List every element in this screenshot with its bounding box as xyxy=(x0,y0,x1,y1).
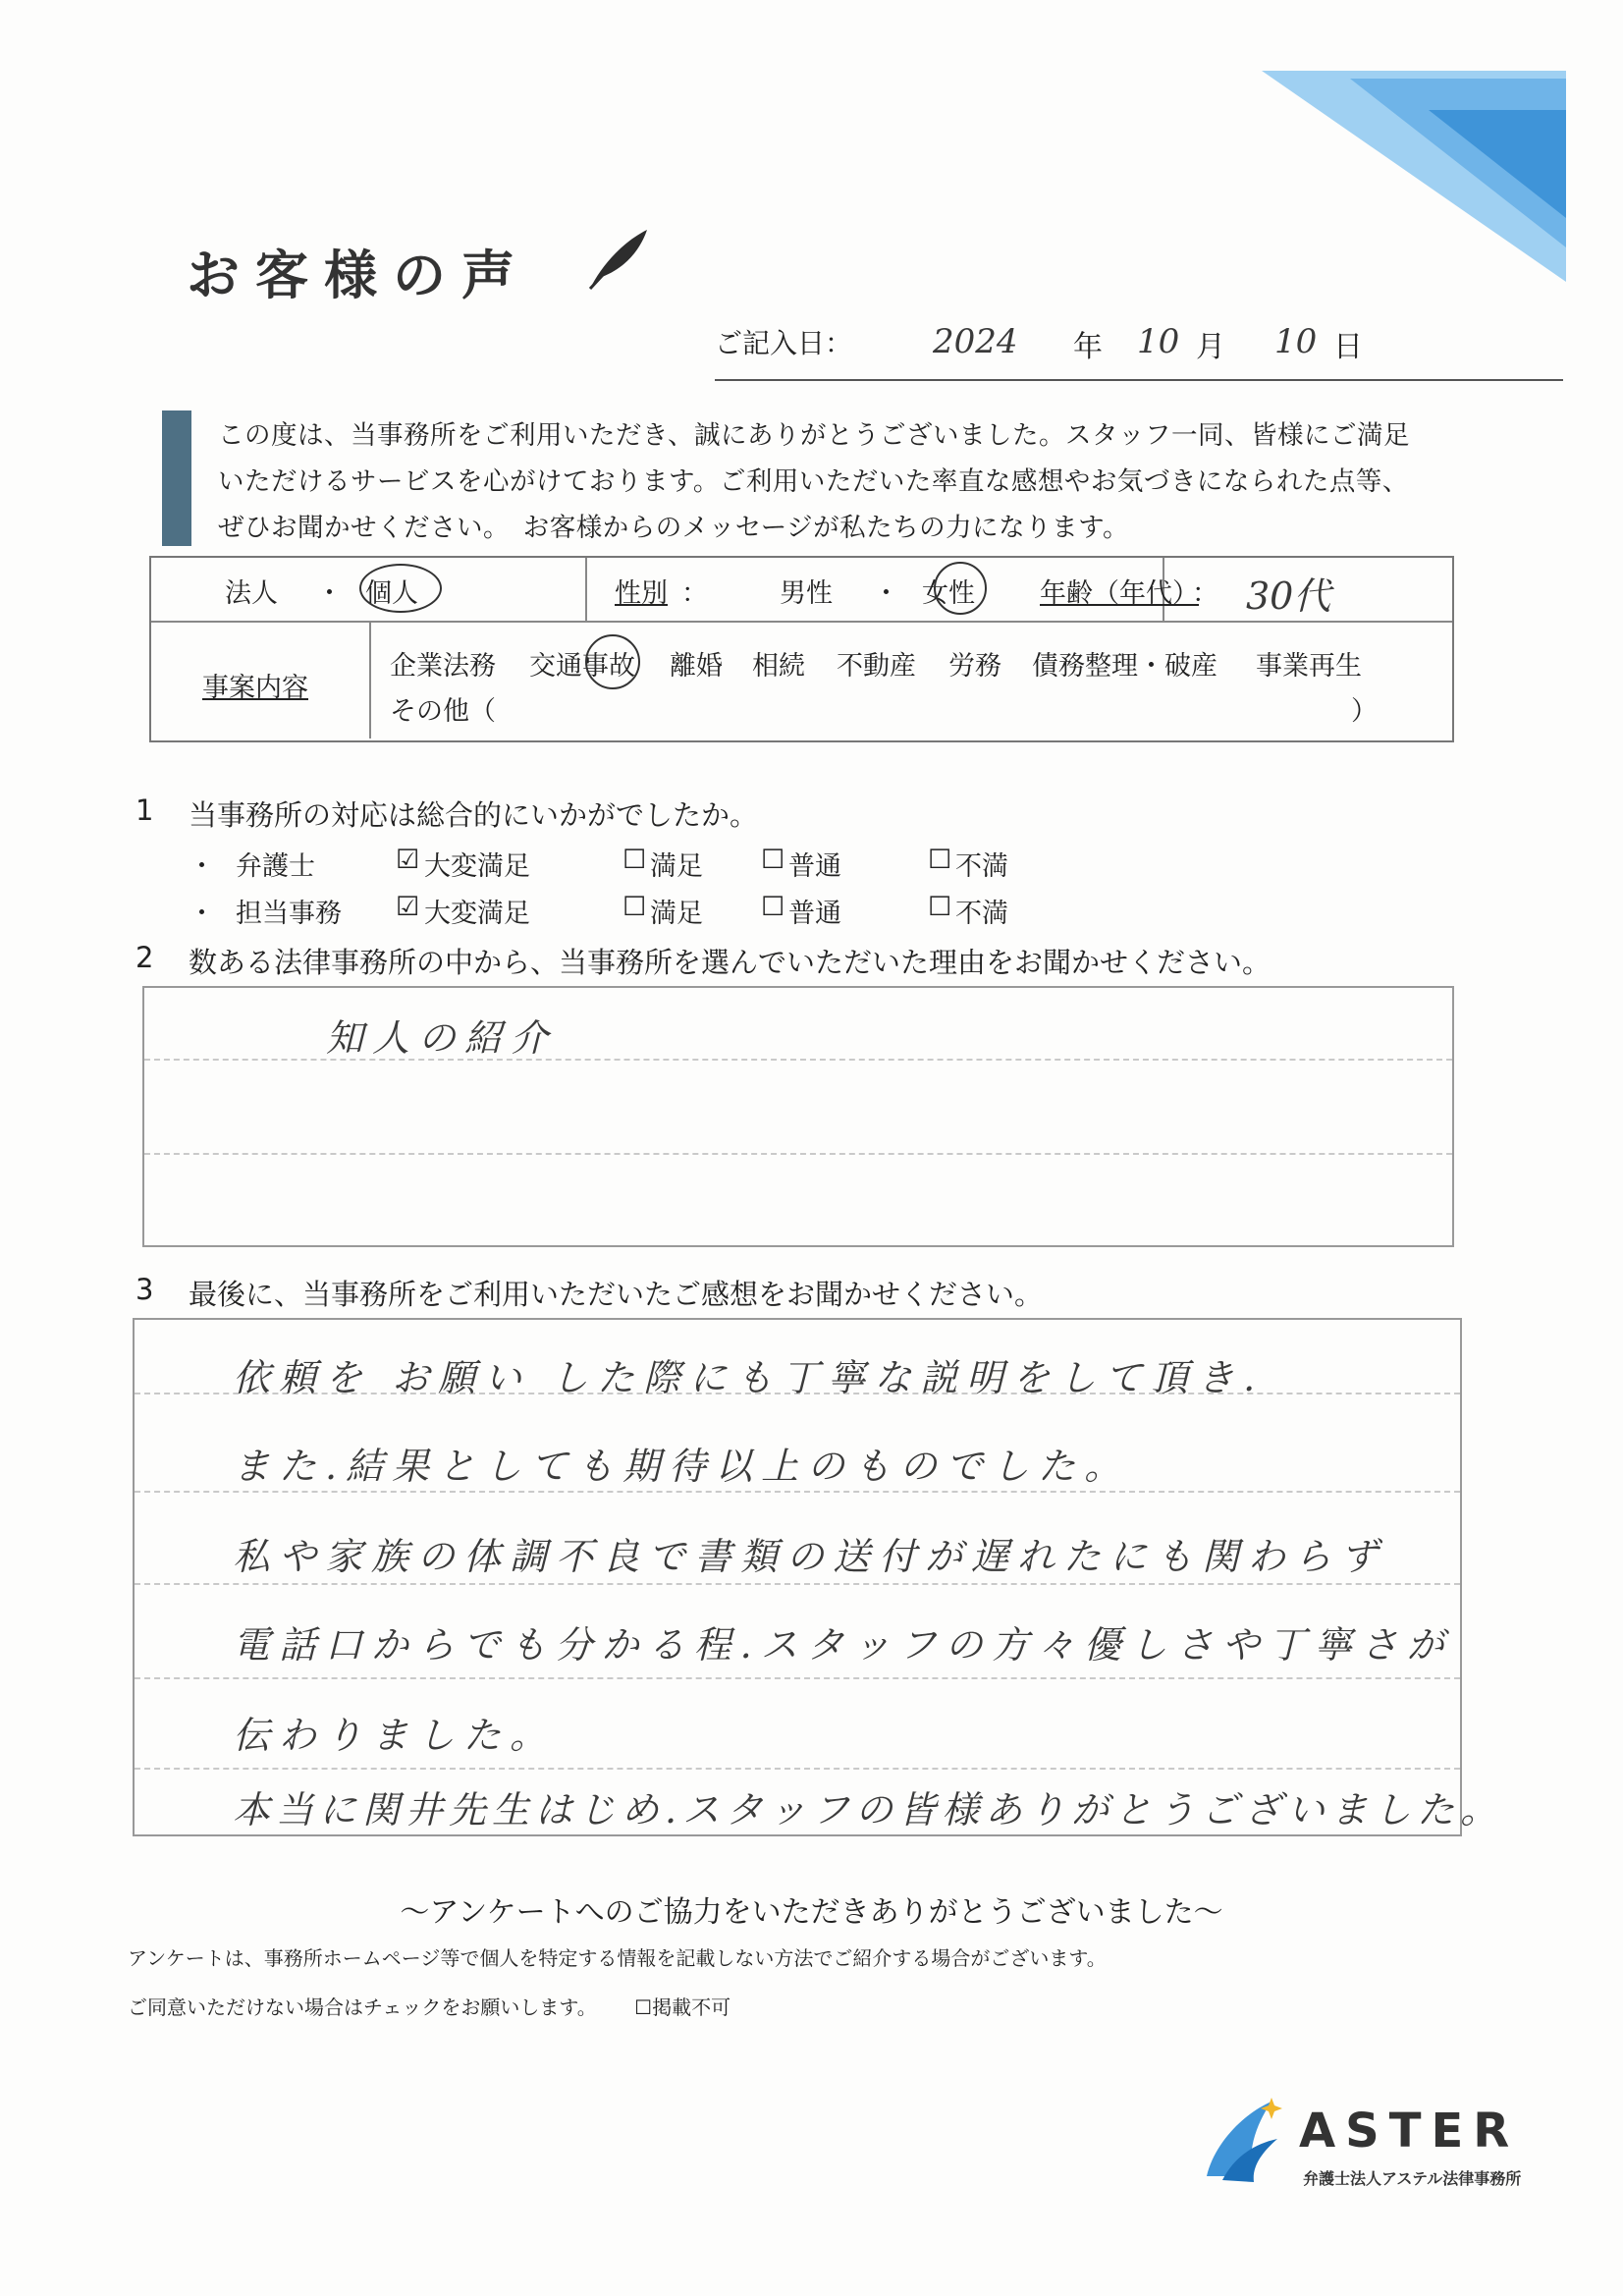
other-close: ） xyxy=(1351,696,1378,727)
q1-row-label: 担当事務 xyxy=(236,899,342,929)
corner-decoration xyxy=(1262,71,1566,282)
intro-line: この度は、当事務所をご利用いただき、誠にありがとうございました。スタッフ一同、皆様にご満足 xyxy=(218,420,1410,451)
date-year: 2024 xyxy=(933,322,1018,361)
checkbox-checked[interactable]: ☑ xyxy=(396,892,420,922)
selected-mark xyxy=(585,634,640,689)
age-value: 30代 xyxy=(1246,574,1331,618)
other-label: その他（ xyxy=(390,696,496,727)
profile-table xyxy=(149,556,1454,742)
option-label: 不満 xyxy=(955,851,1008,882)
intro-text xyxy=(218,412,1494,551)
bullet: ・ xyxy=(189,899,215,929)
q3-answer-line: 電話口からでも分かる程.スタッフの方々優しさや丁寧さが xyxy=(233,1623,1453,1667)
option-label: 普通 xyxy=(788,851,841,882)
q1-number: 1 xyxy=(135,793,154,827)
female-option[interactable]: 女性 xyxy=(922,578,975,609)
q2-answer-box[interactable] xyxy=(142,986,1454,1247)
checkbox[interactable]: ☐ xyxy=(622,845,647,875)
case-label: 事案内容 xyxy=(202,673,308,703)
q1-text: 当事務所の対応は総合的にいかがでしたか。 xyxy=(189,798,759,832)
checkbox[interactable]: ☐ xyxy=(928,845,952,875)
q3-answer-box[interactable] xyxy=(133,1318,1504,1836)
date-month: 10 xyxy=(1137,322,1180,361)
case-type[interactable]: 企業法務 xyxy=(390,651,496,682)
q2-text: 数ある法律事務所の中から、当事務所を選んでいただいた理由をお聞かせください。 xyxy=(189,946,1271,979)
option-label: 大変満足 xyxy=(424,851,530,882)
no-publish-checkbox[interactable]: ☐ xyxy=(634,1995,653,2019)
intro-line: ぜひお聞かせください。 お客様からのメッセージが私たちの力になります。 xyxy=(218,513,1130,543)
option-label: 満足 xyxy=(650,899,703,929)
q3-answer-line: 私や家族の体調不良で書類の送付が遅れたにも関わらず xyxy=(233,1535,1387,1578)
separator: ・ xyxy=(873,578,899,609)
q3-answer-line: 依頼を お願い した際にも丁寧な説明をして頂き. xyxy=(233,1356,1265,1399)
checkbox[interactable]: ☐ xyxy=(928,892,952,922)
q2-number: 2 xyxy=(135,941,154,974)
q1-row-label: 弁護士 xyxy=(236,851,315,882)
case-type[interactable]: 労務 xyxy=(948,651,1001,682)
q3-number: 3 xyxy=(135,1273,154,1306)
logo-subtitle: 弁護士法人アステル法律事務所 xyxy=(1303,2169,1522,2188)
case-type[interactable]: 相続 xyxy=(752,651,805,682)
no-publish-label: 掲載不可 xyxy=(652,1995,731,2019)
colon: ： xyxy=(1192,578,1218,609)
age-label: 年齢（年代） xyxy=(1040,578,1199,609)
q3-answer-line: 伝わりました。 xyxy=(233,1714,557,1757)
option-label: 不満 xyxy=(955,899,1008,929)
intro-accent-bar xyxy=(162,410,191,546)
day-unit: 日 xyxy=(1333,330,1363,364)
checkbox[interactable]: ☐ xyxy=(622,892,647,922)
checkbox-checked[interactable]: ☑ xyxy=(396,845,420,875)
q3-answer-line: 本当に関井先生はじめ.スタッフの皆様ありがとうございました。 xyxy=(233,1788,1504,1831)
case-type[interactable]: 交通事故 xyxy=(529,651,635,682)
logo-name: ASTER xyxy=(1299,2104,1520,2159)
month-unit: 月 xyxy=(1196,330,1225,364)
aster-logo xyxy=(1193,2092,1546,2200)
consent-note xyxy=(128,1992,730,2020)
entry-date xyxy=(715,314,1563,381)
case-type[interactable]: 不動産 xyxy=(837,651,916,682)
q3-text: 最後に、当事務所をご利用いただいたご感想をお聞かせください。 xyxy=(189,1278,1044,1311)
selected-mark xyxy=(934,562,987,615)
logo-mark-icon xyxy=(1193,2092,1291,2190)
selected-mark xyxy=(359,564,442,613)
q3-answer-line: また.結果としても期待以上のものでした。 xyxy=(233,1445,1131,1488)
colon: ： xyxy=(681,578,708,609)
date-day: 10 xyxy=(1274,322,1318,361)
corp-option[interactable]: 法人 xyxy=(225,578,278,609)
q2-answer: 知人の紹介 xyxy=(326,1016,558,1060)
case-type[interactable]: 離婚 xyxy=(670,651,723,682)
intro-line: いただけるサービスを心がけております。ご利用いただいた率直な感想やお気づきになられた点等、 xyxy=(218,466,1409,497)
separator: ・ xyxy=(316,578,343,609)
gender-label: 性別 xyxy=(615,578,668,609)
publication-note: アンケートは、事務所ホームページ等で個人を特定する情報を記載しない方法でご紹介する場合がございます。 xyxy=(128,1946,1107,1970)
consent-text: ご同意いただけない場合はチェックをお願いします。 xyxy=(128,1995,597,2019)
year-unit: 年 xyxy=(1073,330,1103,364)
individual-option[interactable]: 個人 xyxy=(365,578,418,609)
case-type[interactable]: 事業再生 xyxy=(1256,651,1362,682)
checkbox[interactable]: ☐ xyxy=(761,892,785,922)
bullet: ・ xyxy=(189,851,215,882)
quill-icon xyxy=(584,224,653,293)
checkbox[interactable]: ☐ xyxy=(761,845,785,875)
page-title: お客様の声 xyxy=(187,245,530,306)
option-label: 普通 xyxy=(788,899,841,929)
thanks-message: ～アンケートへのご協力をいただきありがとうございました～ xyxy=(400,1895,1223,1930)
case-type[interactable]: 債務整理・破産 xyxy=(1032,651,1217,682)
male-option[interactable]: 男性 xyxy=(780,578,833,609)
option-label: 満足 xyxy=(650,851,703,882)
option-label: 大変満足 xyxy=(424,899,530,929)
date-label: ご記入日： xyxy=(715,327,853,359)
